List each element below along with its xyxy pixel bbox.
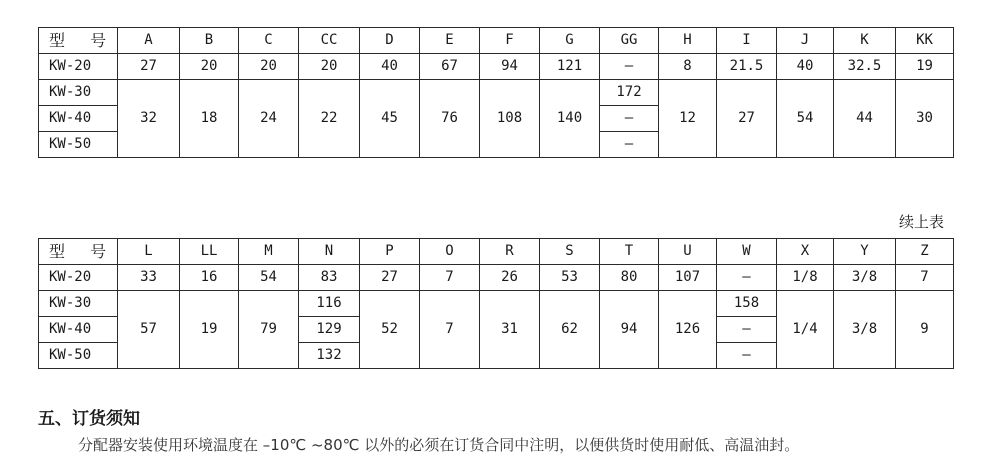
merged-value-cell: 126 (659, 291, 717, 369)
header-cell: R (480, 239, 540, 265)
header-cell: X (777, 239, 834, 265)
value-cell: 107 (659, 265, 717, 291)
merged-value-cell: 108 (480, 80, 540, 158)
model-cell: KW-20 (39, 265, 118, 291)
value-cell: 27 (360, 265, 420, 291)
value-cell: 40 (360, 54, 420, 80)
model-cell: KW-50 (39, 343, 118, 369)
header-cell: O (420, 239, 480, 265)
merged-value-cell: 30 (896, 80, 954, 158)
header-cell: C (239, 28, 299, 54)
value-cell: 40 (777, 54, 834, 80)
value-cell: 53 (540, 265, 600, 291)
merged-value-cell: 45 (360, 80, 420, 158)
merged-value-cell: 140 (540, 80, 600, 158)
merged-value-cell: 22 (299, 80, 360, 158)
value-cell: 7 (420, 265, 480, 291)
value-cell: 8 (659, 54, 717, 80)
value-cell: 172 (600, 80, 659, 106)
merged-value-cell: 24 (239, 80, 299, 158)
model-cell: KW-40 (39, 317, 118, 343)
header-cell: A (118, 28, 180, 54)
header-cell: I (717, 28, 777, 54)
model-cell: KW-40 (39, 106, 118, 132)
merged-value-cell: 9 (896, 291, 954, 369)
table-row (39, 265, 954, 291)
value-cell: 3/8 (834, 265, 896, 291)
value-cell: – (717, 317, 777, 343)
value-cell: 129 (299, 317, 360, 343)
merged-value-cell: 76 (420, 80, 480, 158)
merged-value-cell: 12 (659, 80, 717, 158)
value-cell: 94 (480, 54, 540, 80)
merged-value-cell: 62 (540, 291, 600, 369)
header-cell: KK (896, 28, 954, 54)
section-text: 分配器安装使用环境温度在 –10℃ ~80℃ 以外的必须在订货合同中注明，以便供货时使用耐低、高温油封。 (78, 436, 800, 454)
value-cell: 21.5 (717, 54, 777, 80)
header-cell: J (777, 28, 834, 54)
value-cell: 32.5 (834, 54, 896, 80)
header-cell: S (540, 239, 600, 265)
merged-value-cell: 94 (600, 291, 659, 369)
spec-table-2 (38, 238, 954, 369)
header-cell: F (480, 28, 540, 54)
header-cell: H (659, 28, 717, 54)
merged-value-cell: 52 (360, 291, 420, 369)
value-cell: – (600, 54, 659, 80)
value-cell: 20 (299, 54, 360, 80)
header-cell: Z (896, 239, 954, 265)
table-header-row (39, 239, 954, 265)
table-row (39, 80, 954, 106)
header-cell: CC (299, 28, 360, 54)
value-cell: 158 (717, 291, 777, 317)
merged-value-cell: 44 (834, 80, 896, 158)
value-cell: 80 (600, 265, 659, 291)
value-cell: 16 (180, 265, 239, 291)
section-title: 五、订货须知 (38, 409, 140, 429)
value-cell: 20 (180, 54, 239, 80)
header-model: 型 号 (39, 28, 118, 54)
value-cell: 20 (239, 54, 299, 80)
header-cell: U (659, 239, 717, 265)
value-cell: – (600, 106, 659, 132)
merged-value-cell: 57 (118, 291, 180, 369)
merged-value-cell: 27 (717, 80, 777, 158)
header-cell: M (239, 239, 299, 265)
model-cell: KW-50 (39, 132, 118, 158)
continued-label: 续上表 (898, 213, 944, 231)
header-cell: T (600, 239, 659, 265)
table-row (39, 291, 954, 317)
model-cell: KW-20 (39, 54, 118, 80)
merged-value-cell: 31 (480, 291, 540, 369)
merged-value-cell: 54 (777, 80, 834, 158)
header-model: 型 号 (39, 239, 118, 265)
value-cell: – (717, 265, 777, 291)
value-cell: 132 (299, 343, 360, 369)
merged-value-cell: 79 (239, 291, 299, 369)
spec-table-1 (38, 27, 954, 158)
merged-value-cell: 3/8 (834, 291, 896, 369)
model-cell: KW-30 (39, 291, 118, 317)
value-cell: 1/8 (777, 265, 834, 291)
value-cell: 19 (896, 54, 954, 80)
header-cell: Y (834, 239, 896, 265)
value-cell: 83 (299, 265, 360, 291)
model-cell: KW-30 (39, 80, 118, 106)
value-cell: 116 (299, 291, 360, 317)
value-cell: – (600, 132, 659, 158)
merged-value-cell: 19 (180, 291, 239, 369)
value-cell: – (717, 343, 777, 369)
header-cell: GG (600, 28, 659, 54)
value-cell: 27 (118, 54, 180, 80)
table-row (39, 54, 954, 80)
header-cell: E (420, 28, 480, 54)
merged-value-cell: 7 (420, 291, 480, 369)
value-cell: 67 (420, 54, 480, 80)
merged-value-cell: 1/4 (777, 291, 834, 369)
header-cell: D (360, 28, 420, 54)
header-cell: N (299, 239, 360, 265)
value-cell: 54 (239, 265, 299, 291)
header-cell: K (834, 28, 896, 54)
header-cell: L (118, 239, 180, 265)
value-cell: 33 (118, 265, 180, 291)
table-header-row (39, 28, 954, 54)
value-cell: 7 (896, 265, 954, 291)
merged-value-cell: 18 (180, 80, 239, 158)
header-cell: P (360, 239, 420, 265)
value-cell: 121 (540, 54, 600, 80)
value-cell: 26 (480, 265, 540, 291)
header-cell: W (717, 239, 777, 265)
header-cell: G (540, 28, 600, 54)
header-cell: LL (180, 239, 239, 265)
merged-value-cell: 32 (118, 80, 180, 158)
header-cell: B (180, 28, 239, 54)
